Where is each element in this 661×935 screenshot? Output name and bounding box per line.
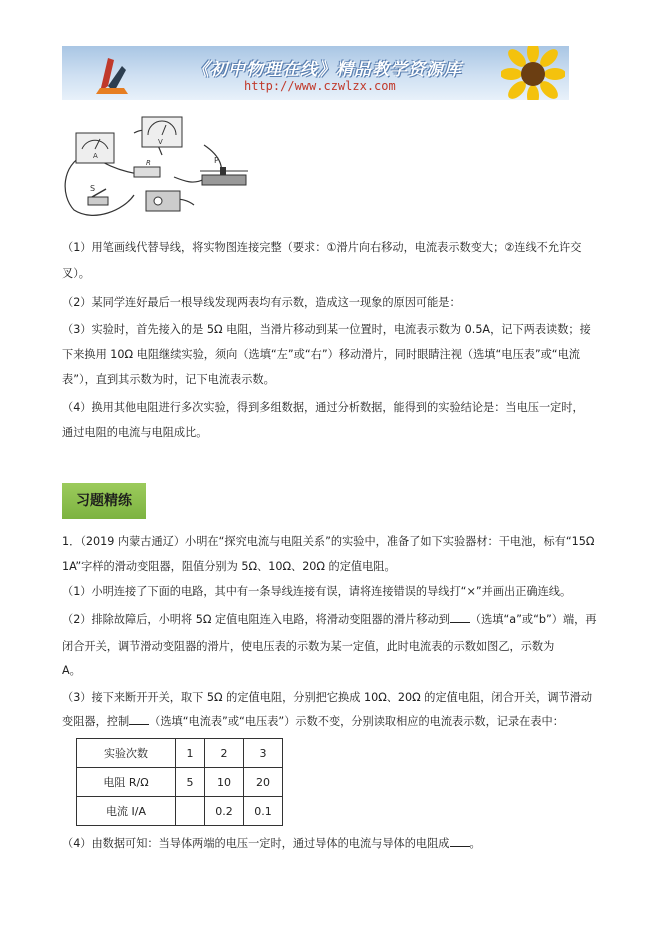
paragraph-1: （1）用笔画线代替导线，将实物图连接完整（要求：①滑片向右移动，电流表示数变大；②连线不允许交 — [62, 241, 582, 254]
question-line-8-start: 变阻器，控制 — [62, 715, 130, 728]
question-line-4-end: （选填“a”或“b”）端，再 — [469, 613, 597, 626]
question-line-7: （3）接下来断开开关，取下 5Ω 的定值电阻，分别把它换成 10Ω、20Ω 的定值电阻，闭合开关，调节滑动 — [62, 691, 593, 704]
table-row — [77, 797, 283, 826]
banner-url[interactable]: http://www.czwlzx.com — [244, 79, 396, 93]
label-s: S — [90, 184, 96, 193]
table-cell — [176, 797, 205, 826]
table-cell: 电流 I/A — [77, 797, 176, 826]
banner-title: 《初中物理在线》精品教学资源库 — [192, 60, 462, 80]
answer-blank[interactable] — [450, 612, 470, 623]
voltmeter — [142, 117, 182, 147]
ammeter — [76, 133, 114, 163]
paragraph-3: （2）某同学连好最后一根导线发现两表均有示数，造成这一现象的原因可能是： — [62, 296, 461, 309]
table-cell: 2 — [205, 739, 244, 768]
table-cell: 1 — [176, 739, 205, 768]
table-cell: 0.1 — [244, 797, 283, 826]
table-row — [77, 739, 283, 768]
question-line-9-end: 。 — [469, 837, 481, 850]
table-cell: 20 — [244, 768, 283, 797]
rheostat — [200, 156, 248, 185]
table-row — [77, 768, 283, 797]
question-line-4 — [62, 608, 597, 631]
logo-icon — [92, 52, 132, 96]
paragraph-6: 表”），直到其示数为时，记下电流表示数。 — [62, 373, 275, 386]
section-title: 习题精练 — [62, 483, 146, 519]
table-cell: 3 — [244, 739, 283, 768]
paragraph-4: （3）实验时，首先接入的是 5Ω 电阻，当滑片移动到某一位置时，电流表示数为 0.5A，记下两表读数；接 — [62, 323, 591, 336]
question-line-4-start: （2）排除故障后，小明将 5Ω 定值电阻连入电路，将滑动变阻器的滑片移动到 — [62, 613, 450, 626]
question-line-5: 闭合开关，调节滑动变阻器的滑片，使电压表的示数为某一定值，此时电流表的示数如图乙，示数为 — [62, 640, 555, 653]
resistor — [134, 159, 160, 177]
label-a: A — [93, 152, 98, 160]
table-cell: 5 — [176, 768, 205, 797]
switch — [88, 184, 108, 205]
paragraph-7: （4）换用其他电阻进行多次实验，得到多组数据，通过分析数据，能得到的实验结论是：当电压一定时， — [62, 401, 584, 414]
circuit-figure — [54, 115, 254, 225]
battery-box — [146, 191, 180, 211]
label-v: V — [158, 138, 163, 146]
question-line-1: 1．（2019 内蒙古通辽）小明在“探究电流与电阻关系”的实验中，准备了如下实验器材：干电池，标有“15Ω — [62, 535, 595, 548]
table-cell: 电阻 R/Ω — [77, 768, 176, 797]
table-cell: 10 — [205, 768, 244, 797]
question-line-2: 1A”字样的滑动变阻器，阻值分别为 5Ω、10Ω、20Ω 的定值电阻。 — [62, 560, 396, 573]
paragraph-8: 通过电阻的电流与电阻成比。 — [62, 426, 208, 439]
question-line-8 — [62, 710, 564, 733]
paragraph-5: 下来换用 10Ω 电阻继续实验，须向（选填“左”或“右”）移动滑片，同时眼睛注视（选填“电压表”或“电流 — [62, 348, 580, 361]
question-line-9 — [62, 832, 481, 855]
table-cell: 实验次数 — [77, 739, 176, 768]
data-table — [76, 738, 283, 826]
header-banner — [62, 46, 569, 100]
label-p: P — [214, 156, 219, 165]
sunflower-icon — [501, 46, 565, 100]
question-line-9-start: （4）由数据可知：当导体两端的电压一定时，通过导体的电流与导体的电阻成 — [62, 837, 450, 850]
question-line-6: A。 — [62, 664, 81, 677]
answer-blank[interactable] — [450, 836, 470, 847]
label-r: R — [146, 159, 151, 167]
answer-blank[interactable] — [129, 714, 149, 725]
question-line-3: （1）小明连接了下面的电路，其中有一条导线连接有误，请将连接错误的导线打“×”并画出正确连线。 — [62, 585, 572, 598]
question-line-8-end: （选填“电流表”或“电压表”）示数不变，分别读取相应的电流表示数，记录在表中： — [149, 715, 564, 728]
table-cell: 0.2 — [205, 797, 244, 826]
paragraph-2: 叉）。 — [62, 267, 90, 280]
